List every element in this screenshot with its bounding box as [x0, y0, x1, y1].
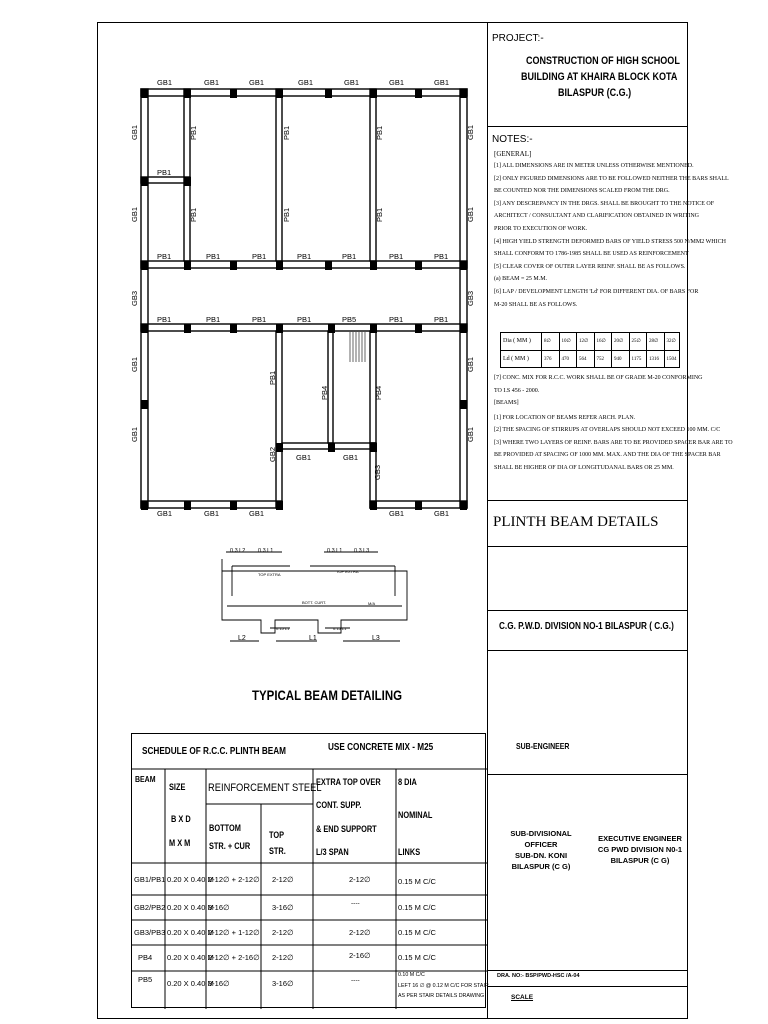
project-label: PROJECT:-: [492, 33, 544, 44]
header-extra-2: CONT. SUPP.: [316, 800, 362, 810]
label-gb1-v: GB1: [466, 426, 475, 442]
label-gb1-v: GB1: [130, 206, 139, 222]
column-block: [415, 324, 422, 333]
beam-v2: [276, 89, 282, 261]
top-extra-label: TOP EXTRA: [258, 572, 281, 577]
row-bottom: 2-12∅ + 2-16∅: [208, 953, 260, 962]
row-links: 0.15 M C/C: [398, 953, 436, 962]
label-pb4-v: PB4: [320, 385, 329, 400]
label-gb1: GB1: [296, 453, 312, 462]
note-line: TO I.S 456 - 2000.: [494, 387, 540, 394]
ee-line-3: BILASPUR (C G): [610, 856, 670, 865]
lap-dia-label: Dia ( MM ): [503, 338, 531, 344]
label-pb1: PB1: [342, 252, 357, 261]
lap-dia-cell: 8∅: [544, 339, 551, 344]
row-links: 0.15 M C/C: [398, 928, 436, 937]
note-line: [7] CONC. MIX FOR R.C.C. WORK SHALL BE OF GRADE M-20 CONFORMING: [494, 375, 703, 381]
lap-dia-cell: 16∅: [596, 339, 606, 344]
sub-engineer-label: SUB-ENGINEER: [516, 741, 570, 751]
column-block: [276, 261, 283, 270]
sdo-line-3: BILASPUR (C G): [511, 862, 571, 871]
note-line: SHALL CONFORM TO 1786-1985 SHALL BE USED AS REINFORCEMENT: [494, 251, 689, 258]
row-bottom: 3-16∅: [208, 903, 230, 912]
column-block: [370, 443, 377, 452]
project-line-2: BUILDING AT KHAIRA BLOCK KOTA: [521, 71, 678, 83]
row-beam: GB3/PB3: [134, 928, 166, 937]
note-line: [3] WHERE TWO LAYERS OF REINF. BARS ARE TO BE PROVIDED SPACER BAR ARE TO: [494, 439, 733, 446]
label-gb1-v: GB1: [130, 124, 139, 140]
column-block: [460, 261, 467, 270]
column-block: [328, 324, 335, 333]
header-mxm: M X M: [169, 838, 191, 848]
note-line: BE COUNTED NOR THE DIMENSIONS SCALED FROM THE DRG.: [494, 188, 670, 195]
label-gb1-v: GB1: [130, 426, 139, 442]
row-size: 0.20 X 0.40 M: [167, 928, 214, 937]
label-pb1-v: PB1: [375, 207, 384, 222]
lap-ld-cell: 940: [614, 357, 622, 362]
notes-label: NOTES:-: [492, 134, 533, 145]
ma-label: M/A: [368, 601, 376, 606]
column-block: [184, 261, 191, 270]
dim-0-15-l1: 0.15 L1: [333, 626, 347, 631]
label-pb1: PB1: [206, 252, 221, 261]
label-gb1: GB1: [343, 453, 359, 462]
dim-0-3-l1: 0.3 L1: [258, 548, 274, 554]
label-pb1-v: PB1: [189, 125, 198, 140]
label-gb1: GB1: [157, 509, 173, 518]
row-links-note-1: LEFT 16 ∅ @ 0.12 M C/C FOR STAIR: [398, 983, 489, 989]
dim-0-15-l1: 0.15 L1: [276, 626, 290, 631]
span-l3: L3: [372, 635, 380, 642]
header-bxd: B X D: [171, 814, 191, 824]
column-block: [141, 89, 148, 98]
note-line: [2] THE SPACING OF STIRRUPS AT OVERLAPS SHOULD NOT EXCEED 100 MM. C/C: [494, 427, 721, 434]
schedule-table: [131, 733, 489, 1008]
header-top-1: TOP: [269, 830, 285, 840]
note-line: [4] HIGH YIELD STRENGTH DEFORMED BARS OF YIELD STRESS 500 N/MM2 WHICH: [494, 238, 726, 245]
column-block: [370, 501, 377, 510]
label-pb1-v: PB1: [189, 207, 198, 222]
header-nominal: NOMINAL: [398, 810, 433, 820]
column-block: [415, 89, 422, 98]
row-size: 0.20 X 0.40 M: [167, 875, 214, 884]
column-block: [276, 324, 283, 333]
note-line: [BEAMS]: [494, 400, 519, 407]
header-extra-1: EXTRA TOP OVER: [316, 777, 381, 787]
label-pb1: PB1: [252, 315, 267, 324]
row-bottom: 2-12∅ + 1-12∅: [208, 928, 260, 937]
lap-dia-cell: 28∅: [649, 339, 659, 344]
label-pb1-v: PB1: [282, 207, 291, 222]
lap-dia-cell: 25∅: [631, 339, 641, 344]
lap-dia-cell: 20∅: [614, 339, 624, 344]
label-gb1: GB1: [157, 78, 173, 87]
header-beam: BEAM: [135, 774, 156, 784]
label-pb5: PB5: [342, 315, 357, 324]
note-line: BE PROVIDED AT SPACING OF 1000 MM. MAX. AND THE DIA OF THE SPACER BAR: [494, 452, 721, 459]
column-block: [276, 443, 283, 452]
label-gb3-v: GB3: [130, 290, 139, 306]
label-pb1: PB1: [434, 252, 449, 261]
header-bottom-1: BOTTOM: [209, 823, 241, 833]
drawing-title: PLINTH BEAM DETAILS: [493, 514, 659, 530]
label-gb1: GB1: [204, 509, 220, 518]
row-top: 3-16∅: [272, 903, 294, 912]
row-size: 0.20 X 0.40 M: [167, 953, 214, 962]
drawing-number: DRA. NO:- BSP/PWD-HSC /A-04: [497, 973, 580, 979]
sdo-line-2: SUB-DN. KONI: [514, 851, 568, 860]
lap-dia-cell: 32∅: [666, 339, 676, 344]
beam-v3: [370, 89, 376, 261]
label-pb1: PB1: [157, 168, 172, 177]
header-bottom-2: STR. + CUR: [209, 841, 251, 851]
label-gb1: GB1: [204, 78, 220, 87]
label-pb1: PB1: [389, 315, 404, 324]
column-block: [141, 324, 148, 333]
dim-0-3-l2: 0.3 L2: [230, 548, 246, 554]
label-gb1: GB1: [389, 509, 405, 518]
beam-v1: [184, 89, 190, 261]
note-line: [2] ONLY FIGURED DIMENSIONS ARE TO BE FOLLOWED NEITHER THE BARS SHALL: [494, 175, 729, 182]
row-beam: GB1/PB1: [134, 875, 166, 884]
plan-lines: [141, 89, 467, 508]
ee-line-2: CG PWD DIVISION N0-1: [597, 845, 683, 854]
dim-0-3-l3: 0.3 L3: [354, 548, 370, 554]
label-pb1: PB1: [252, 252, 267, 261]
sdo-line-1: SUB-DIVISIONAL OFFICER: [510, 829, 572, 849]
label-gb1-v: GB1: [130, 356, 139, 372]
lap-ld-cell: 752: [596, 357, 604, 362]
label-gb1-v: GB1: [466, 124, 475, 140]
division-label: C.G. P.W.D. DIVISION NO-1 BILASPUR ( C.G.): [499, 621, 674, 632]
project-line-1: CONSTRUCTION OF HIGH SCHOOL: [526, 55, 680, 67]
label-gb3-v: GB3: [373, 464, 382, 480]
span-l1: L1: [309, 635, 317, 642]
scale-label: SCALE: [511, 994, 534, 1001]
row-top: 3-16∅: [272, 979, 294, 988]
column-block: [184, 177, 191, 186]
column-block: [370, 324, 377, 333]
header-extra-4: L/3 SPAN: [316, 847, 349, 857]
header-links: LINKS: [398, 847, 421, 857]
column-block: [184, 501, 191, 510]
ee-line-1: EXECUTIVE ENGINEER: [598, 834, 682, 843]
column-block: [276, 89, 283, 98]
column-block: [141, 400, 148, 409]
row-beam: PB5: [138, 975, 153, 984]
row-extra: 2-12∅: [349, 875, 371, 884]
row-extra: 2-12∅: [349, 928, 371, 937]
row-extra: ----: [351, 900, 360, 907]
beam-v4: [276, 331, 282, 508]
column-block: [184, 89, 191, 98]
lap-ld-cell: 1504: [666, 357, 677, 362]
row-size: 0.20 X 0.40 M: [167, 903, 214, 912]
label-gb1: GB1: [434, 78, 450, 87]
row-top: 2-12∅: [272, 875, 294, 884]
beam-left: [141, 89, 148, 508]
column-block: [370, 261, 377, 270]
lap-ld-cell: 376: [544, 357, 552, 362]
note-line: [3] ANY DESCREPANCY IN THE DRGS. SHALL BE BROUGHT TO THE NOTICE OF: [494, 200, 715, 207]
label-gb1-v: GB1: [466, 206, 475, 222]
label-pb1: PB1: [434, 315, 449, 324]
label-gb1: GB1: [389, 78, 405, 87]
column-block: [325, 261, 332, 270]
column-block: [328, 443, 335, 452]
row-extra: ----: [351, 977, 360, 984]
label-pb4-v: PB4: [374, 385, 383, 400]
row-beam: GB2/PB2: [134, 903, 166, 912]
lap-ld-label: Ld ( MM ): [503, 356, 529, 362]
note-line: [1] ALL DIMENSIONS ARE IN METER UNLESS OTHERWISE MENTIONED.: [494, 163, 694, 169]
row-links: 0.15 M C/C: [398, 877, 436, 886]
row-links: 0.15 M C/C: [398, 903, 436, 912]
span-l2: L2: [238, 635, 246, 642]
note-line: M-20 SHALL BE AS FOLLOWS.: [494, 301, 578, 308]
lap-dia-cell: 10∅: [561, 339, 571, 344]
row-beam: PB4: [138, 953, 153, 962]
label-gb1: GB1: [344, 78, 360, 87]
beam-bottom-left: [141, 501, 282, 508]
header-dia: 8 DIA: [398, 777, 417, 787]
column-block: [230, 501, 237, 510]
lap-ld-cell: 1175: [631, 357, 642, 362]
row-links-note-2: AS PER STAIR DETAILS DRAWING: [398, 993, 485, 999]
note-line: [6] LAP / DEVELOPMENT LENGTH 'Ld' FOR DIFFERENT DIA. OF BARS FOR: [494, 288, 699, 295]
column-block: [230, 89, 237, 98]
row-size: 0.20 X 0.40 M: [167, 979, 214, 988]
column-block: [230, 261, 237, 270]
column-block: [230, 324, 237, 333]
top-extra-label: TOP EXTRA: [336, 569, 359, 574]
column-block: [141, 501, 148, 510]
column-block: [370, 89, 377, 98]
header-reinforcement: REINFORCEMENT STEEL: [208, 782, 322, 794]
lap-ld-cell: 470: [561, 357, 569, 362]
label-pb1: PB1: [297, 252, 312, 261]
lap-ld-cell: 564: [579, 357, 587, 362]
header-extra-3: & END SUPPORT: [316, 824, 377, 834]
stair-hatch: [350, 332, 365, 362]
bott-curt-label: BOTT. CURT.: [302, 600, 327, 605]
column-block: [460, 501, 467, 510]
lap-ld-cell: 1316: [649, 357, 659, 362]
schedule-grid: [132, 734, 487, 1009]
note-line: SHALL BE HIGHER OF DIA OF LONGITUDANAL BARS OR 25 MM.: [494, 464, 674, 471]
header-top-2: STR.: [269, 846, 286, 856]
column-block: [141, 261, 148, 270]
label-pb1-v: PB1: [375, 125, 384, 140]
note-line: PRIOR TO EXECUTION OF WORK.: [494, 225, 588, 232]
label-gb3-v: GB3: [466, 290, 475, 306]
label-pb1-v: PB1: [282, 125, 291, 140]
column-block: [276, 501, 283, 510]
row-top: 2-12∅: [272, 953, 294, 962]
label-gb1: GB1: [249, 78, 265, 87]
row-links: 0.10 M C/C: [398, 972, 425, 978]
label-gb1-v: GB1: [466, 356, 475, 372]
note-line: (a) BEAM = 25 M.M.: [494, 276, 548, 283]
notes-general: [GENERAL]: [494, 150, 532, 158]
note-line: [1] FOR LOCATION OF BEAMS REFER ARCH. PLAN.: [494, 415, 636, 421]
label-gb1: GB1: [298, 78, 314, 87]
typical-beam-title: TYPICAL BEAM DETAILING: [252, 687, 403, 703]
column-block: [460, 400, 467, 409]
label-gb1: GB1: [249, 509, 265, 518]
schedule-mix: USE CONCRETE MIX - M25: [328, 742, 434, 753]
column-block: [415, 261, 422, 270]
label-pb1: PB1: [157, 315, 172, 324]
project-line-3: BILASPUR (C.G.): [558, 87, 632, 99]
row-extra: 2-16∅: [349, 951, 371, 960]
label-gb2-v: GB2: [268, 446, 277, 462]
label-pb1: PB1: [297, 315, 312, 324]
column-block: [184, 324, 191, 333]
column-block: [460, 89, 467, 98]
label-pb1: PB1: [206, 315, 221, 324]
label-gb1: GB1: [434, 509, 450, 518]
label-pb1: PB1: [157, 252, 172, 261]
schedule-title: SCHEDULE OF R.C.C. PLINTH BEAM: [142, 746, 286, 757]
note-line: ARCHITECT / CONSULTANT AND CLARIFICATION OBTAINED IN WRITING: [494, 213, 699, 220]
column-block: [460, 324, 467, 333]
header-size: SIZE: [169, 782, 186, 792]
row-bottom: 2-12∅ + 2-12∅: [208, 875, 260, 884]
dim-0-3-l1: 0.3 L1: [327, 548, 343, 554]
note-line: [5] CLEAR COVER OF OUTER LAYER REINF. SHALL BE AS FOLLOWS.: [494, 263, 686, 270]
column-block: [141, 177, 148, 186]
row-bottom: 3-16∅: [208, 979, 230, 988]
column-block: [325, 89, 332, 98]
lap-dia-cell: 12∅: [579, 339, 589, 344]
typical-beam-detail: [222, 552, 407, 641]
column-block: [415, 501, 422, 510]
row-top: 2-12∅: [272, 928, 294, 937]
label-pb1-v: PB1: [268, 370, 277, 385]
label-pb1: PB1: [389, 252, 404, 261]
